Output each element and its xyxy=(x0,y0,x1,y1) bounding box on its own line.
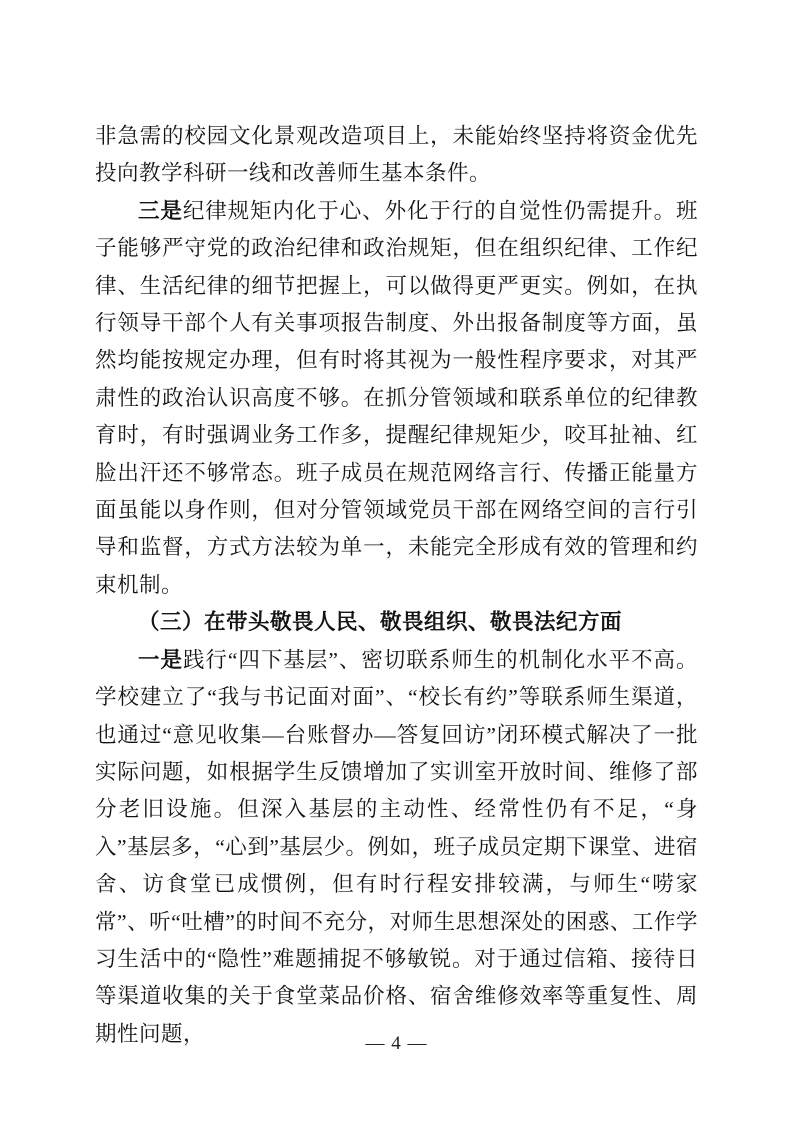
paragraph: 非急需的校园文化景观改造项目上，未能始终坚持将资金优先投向教学科研一线和改善师生基本条件。 xyxy=(95,124,698,186)
page-number: — 4 — xyxy=(365,1033,428,1054)
paragraph: 一是践行“四下基层”、密切联系师生的机制化水平不高。学校建立了“我与书记面对面”、“校长有约”等联系师生渠道，也通过“意见收集—台账督办—答复回访”闭环模式解决了一批实际问题，如根据学生反馈增加了实训室开放时间、维修了部分老旧设施。但深入基层的主动性、经常性仍有不足，“身入”基层多，“心到”基层少。例如，班子成员定期下课堂、进宿舍、访食堂已成惯例，但有时行程安排较满，与师生“唠家常”、听“吐槽”的时间不充分，对师生思想深处的困惑、工作学习生活中的“隐性”难题捕捉不够敏锐。对于通过信箱、接待日等渠道收集的关于食堂菜品价格、宿舍维修效率等重复性、周期性问题， xyxy=(95,647,698,1046)
paragraph-lead: 一是 xyxy=(138,647,183,672)
paragraph-lead: 三是 xyxy=(138,198,183,223)
section-heading: （三）在带头敬畏人民、敬畏组织、敬畏法纪方面 xyxy=(138,610,623,635)
paragraph: 三是纪律规矩内化于心、外化于行的自觉性仍需提升。班子能够严守党的政治纪律和政治规矩，但在组织纪律、工作纪律、生活纪律的细节把握上，可以做得更严更实。例如，在执行领导干部个人有关事项报告制度、外出报备制度等方面，虽然均能按规定办理，但有时将其视为一般性程序要求，对其严肃性的政治认识高度不够。在抓分管领域和联系单位的纪律教育时，有时强调业务工作多，提醒纪律规矩少，咬耳扯袖、红脸出汗还不够常态。班子成员在规范网络言行、传播正能量方面虽能以身作则，但对分管领域党员干部在网络空间的言行引导和监督，方式方法较为单一，未能完全形成有效的管理和约束机制。 xyxy=(95,198,698,597)
document-body xyxy=(95,118,698,1053)
